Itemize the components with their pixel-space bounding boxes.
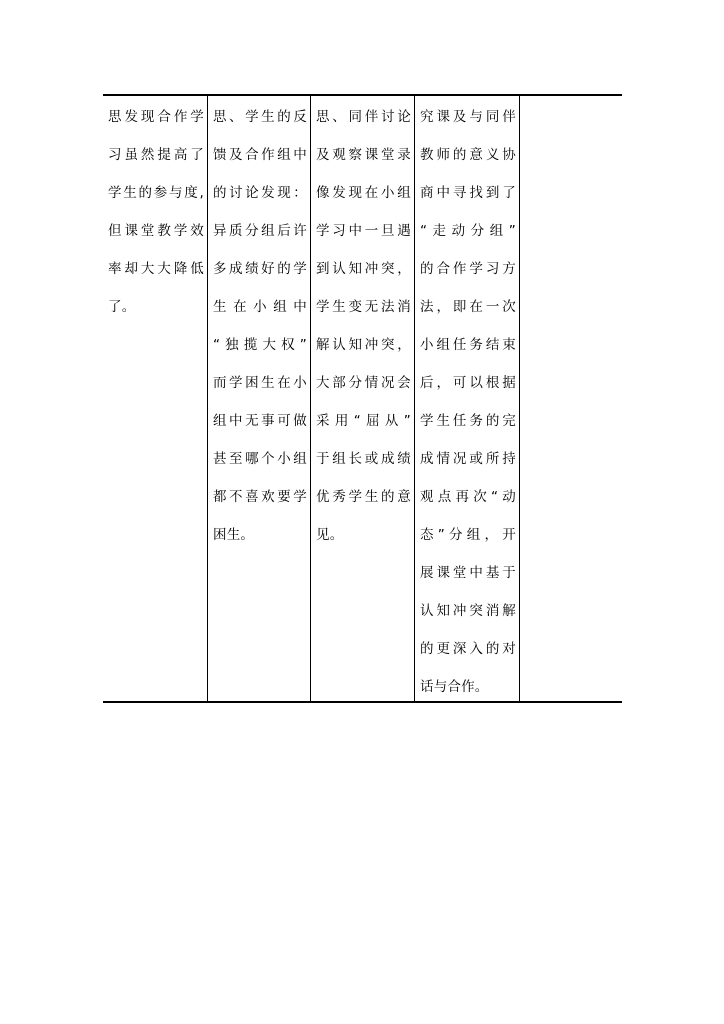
text-line: 生 在 小 组 中: [213, 299, 307, 315]
text-line: 学生变无法消: [316, 299, 411, 315]
table-column-2: [207, 96, 310, 701]
text-line: 都不喜欢要学: [213, 489, 307, 505]
text-line: 像发现在小组: [316, 185, 411, 201]
text-line: 学生任务的完: [420, 413, 516, 429]
column-3-text: [311, 96, 414, 554]
text-line: 及观察课堂录: [316, 147, 411, 163]
text-line: “独揽大权”: [213, 337, 307, 353]
text-line: 了。: [108, 299, 136, 315]
text-line: 解认知冲突，: [316, 337, 411, 353]
text-line: 学习中一旦遇: [316, 223, 411, 239]
column-1-text: [103, 96, 207, 326]
text-line: 后，可以根据: [420, 375, 516, 391]
text-line: 甚至哪个小组: [213, 451, 307, 467]
text-line: 见。: [316, 527, 344, 543]
text-line: 率却大大降低: [108, 261, 204, 277]
text-line: 的更深入的对: [420, 641, 516, 657]
text-line: 采用“屈从”: [316, 413, 411, 429]
text-line: 而学困生在小: [213, 375, 307, 391]
text-line: 但课堂教学效: [108, 223, 204, 239]
text-line: 于组长或成绩: [316, 451, 411, 467]
text-line: 大部分情况会: [316, 375, 411, 391]
text-line: 展课堂中基于: [420, 565, 516, 581]
text-line: 的讨论发现：: [213, 185, 307, 201]
text-line: 态”分组，开: [420, 527, 516, 543]
table-column-3: [310, 96, 414, 701]
text-line: 困生。: [213, 527, 255, 543]
text-line: 教师的意义协: [420, 147, 516, 163]
text-line: 到认知冲突，: [316, 261, 411, 277]
text-line: 话与合作。: [420, 679, 489, 695]
text-line: 法，即在一次: [420, 299, 516, 315]
column-2-text: [208, 96, 310, 554]
table-column-4: [414, 96, 519, 701]
column-4-text: [415, 96, 519, 706]
text-line: 学生的参与度,: [108, 185, 204, 201]
text-line: 异质分组后许: [213, 223, 307, 239]
text-line: 认知冲突消解: [420, 603, 516, 619]
table-column-1: [103, 96, 207, 701]
table-column-5-empty: [519, 96, 622, 701]
text-line: 成情况或所持: [420, 451, 516, 467]
text-line: 究课及与同伴: [420, 109, 516, 125]
text-line: 馈及合作组中: [213, 147, 307, 163]
text-line: 思、学生的反: [213, 109, 307, 125]
text-line: 习虽然提高了: [108, 147, 204, 163]
text-line: 商中寻找到了: [420, 185, 516, 201]
text-line: 优秀学生的意: [316, 489, 411, 505]
text-line: 的合作学习方: [420, 261, 516, 277]
text-line: 组中无事可做: [213, 413, 307, 429]
text-line: 多成绩好的学: [213, 261, 307, 277]
text-line: “走动分组”: [420, 223, 516, 239]
text-line: 观点再次“动: [420, 489, 516, 505]
text-line: 思发现合作学: [108, 109, 204, 125]
text-line: 小组任务结束: [420, 337, 516, 353]
text-line: 思、同伴讨论: [316, 109, 411, 125]
reflection-table: [103, 94, 622, 703]
